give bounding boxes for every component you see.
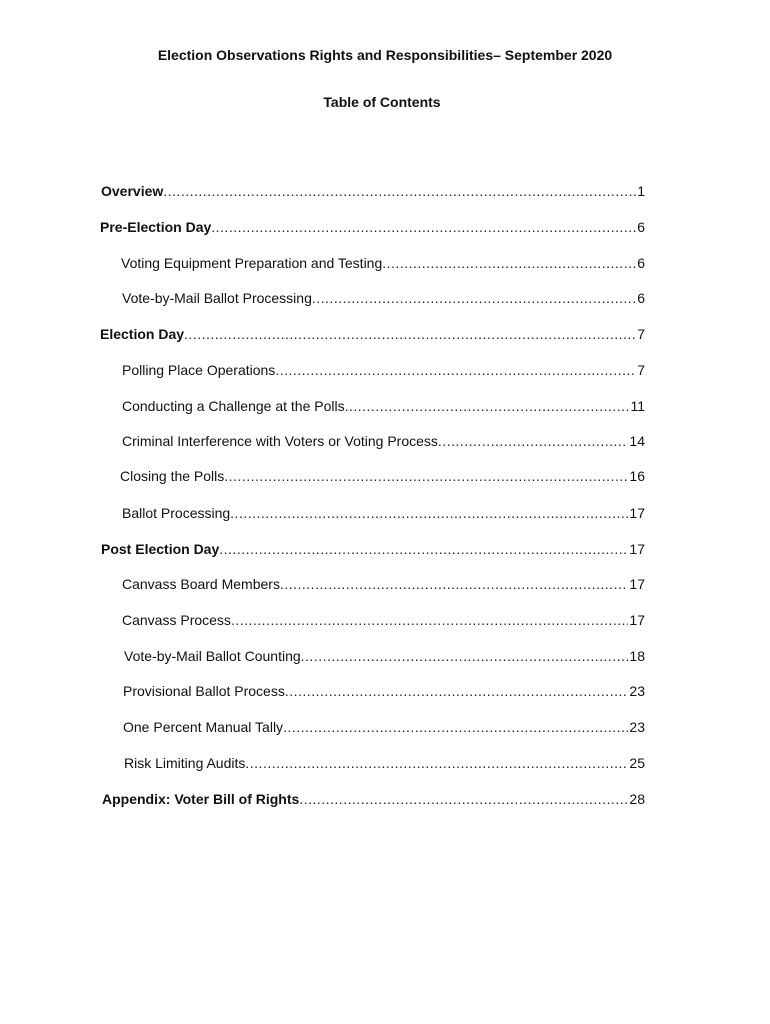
toc-entry-canvass-process[interactable] [122,611,645,629]
toc-entry-page: 17 [629,505,645,521]
dot-leader [224,467,628,485]
toc-entry-label: Vote-by-Mail Ballot Processing [122,290,312,306]
toc-entry-post-election-day[interactable] [101,540,645,558]
dot-leader [163,182,636,200]
toc-entry-label: Closing the Polls [120,468,225,484]
toc-entry-risk-limiting-audits[interactable] [124,754,645,772]
document-title: Election Observations Rights and Responsibilities– September 2020 [157,47,613,63]
toc-entry-label: Ballot Processing [122,505,231,521]
toc-entry-label: Polling Place Operations [122,362,276,378]
toc-entry-canvass-board[interactable] [122,575,645,593]
toc-entry-label: Vote-by-Mail Ballot Counting [124,648,301,664]
toc-entry-page: 17 [629,576,645,592]
toc-entry-label: Voting Equipment Preparation and Testing [121,255,383,271]
dot-leader [299,790,628,808]
toc-entry-label: Pre-Election Day [100,219,212,235]
toc-entry-page: 23 [629,683,645,699]
toc-entry-voting-equipment[interactable] [121,254,645,272]
toc-entry-polling-place[interactable] [122,361,645,379]
toc-entry-label: Overview [101,183,164,199]
toc-entry-label: Conducting a Challenge at the Polls [122,398,345,414]
dot-leader [275,361,636,379]
toc-entry-page: 25 [629,755,645,771]
toc-entry-criminal-interference[interactable] [122,432,645,450]
dot-leader [184,325,636,343]
toc-entry-challenge[interactable] [122,397,645,415]
toc-entry-label: Post Election Day [101,541,220,557]
dot-leader [438,432,629,450]
toc-entry-manual-tally[interactable] [123,718,645,736]
toc-entry-overview[interactable] [101,182,645,200]
dot-leader [285,682,629,700]
toc-entry-page: 14 [629,433,645,449]
dot-leader [280,575,628,593]
dot-leader [211,218,636,236]
toc-entry-appendix[interactable] [102,790,645,808]
toc-entry-page: 11 [630,398,645,414]
toc-entry-page: 6 [637,290,645,306]
toc-entry-pre-election-day[interactable] [100,218,645,236]
toc-entry-provisional-ballot[interactable] [123,682,645,700]
toc-entry-page: 17 [629,541,645,557]
toc-entry-label: Canvass Board Members [122,576,280,592]
dot-leader [231,611,628,629]
dot-leader [230,504,628,522]
toc-entry-label: Criminal Interference with Voters or Voting Process [122,433,438,449]
toc-entry-page: 28 [629,791,645,807]
dot-leader [219,540,628,558]
toc-entry-page: 18 [629,648,645,664]
dot-leader [382,254,636,272]
toc-entry-page: 16 [629,468,645,484]
toc-entry-ballot-processing[interactable] [122,504,645,522]
toc-entry-page: 1 [637,183,645,199]
toc-entry-label: Election Day [100,326,185,342]
toc-entry-label: Provisional Ballot Process [123,683,285,699]
dot-leader [245,754,628,772]
toc-entry-vbm-counting[interactable] [124,647,645,665]
dot-leader [301,647,629,665]
toc-entry-label: One Percent Manual Tally [123,719,284,735]
toc-heading: Table of Contents [323,94,441,110]
toc-entry-page: 7 [637,326,645,342]
dot-leader [345,397,630,415]
dot-leader [312,289,636,307]
dot-leader [283,718,628,736]
toc-entry-page: 6 [637,219,645,235]
toc-entry-page: 17 [629,612,645,628]
toc-entry-page: 6 [637,255,645,271]
toc-entry-label: Appendix: Voter Bill of Rights [102,791,300,807]
toc-entry-closing-polls[interactable] [120,467,645,485]
toc-entry-vbm-processing[interactable] [122,289,645,307]
toc-entry-label: Canvass Process [122,612,231,628]
toc-entry-label: Risk Limiting Audits [124,755,246,771]
toc-entry-page: 7 [637,362,645,378]
toc-entry-election-day[interactable] [100,325,645,343]
toc-entry-page: 23 [629,719,645,735]
